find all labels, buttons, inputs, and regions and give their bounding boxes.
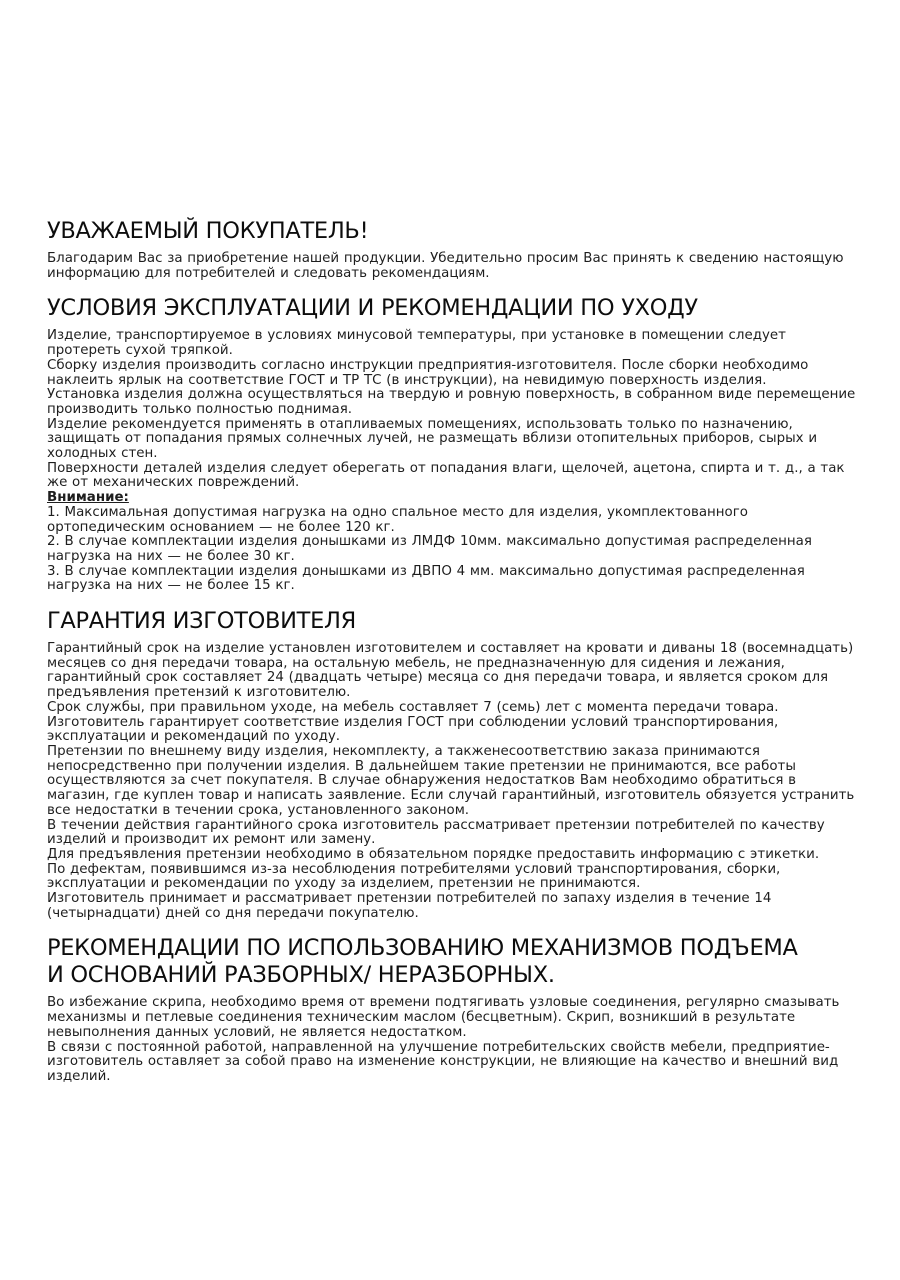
care-paragraph: Установка изделия должна осуществляться на твердую и ровную поверхность, в собранном виде перемещение производить только полностью поднимая.: [47, 387, 856, 417]
warranty-paragraph: По дефектам, появившимся из-за несоблюдения потребителями условий транспортирования, сборки, эксплуатации и рекомендации по уходу за изделием, претензии не принимаются.: [47, 861, 781, 892]
warranty-heading: ГАРАНТИЯ ИЗГОТОВИТЕЛЯ: [47, 608, 356, 635]
greeting-paragraph: Благодарим Вас за приобретение нашей продукции. Убедительно просим Вас принять к сведению настоящую информацию для потребителей и следовать рекомендациям.: [47, 251, 844, 281]
section-care: [47, 295, 856, 594]
section-mechanisms: [47, 935, 856, 1084]
mechanisms-paragraph: В связи с постоянной работой, направленной на улучшение потребительских свойств мебели, предприятие-изготовитель оставляет за собой право на изменение конструкции, не влияющие на качество и внешний вид изделий.: [47, 1039, 839, 1084]
warranty-paragraph: Гарантийный срок на изделие установлен изготовителем и составляет на кровати и диваны 18 (восемнадцать) месяцев со дня передачи товара, на остальную мебель, не предназначенную для сидения и лежания, гарантийный срок составляет 24 (двадцать четыре) месяца со дня передачи товара, и является сроком для предъявления претензий к изготовителю.: [47, 641, 854, 701]
warranty-paragraph: Срок службы, при правильном уходе, на мебель составляет 7 (семь) лет с момента передачи товара.: [47, 699, 779, 715]
mechanisms-paragraph: Во избежание скрипа, необходимо время от времени подтягивать узловые соединения, регулярно смазывать механизмы и петлевые соединения техническим маслом (бесцветным). Скрип, возникший в результате невыполнения данных условий, не является недостатком.: [47, 995, 840, 1040]
care-heading: УСЛОВИЯ ЭКСПЛУАТАЦИИ И РЕКОМЕНДАЦИИ ПО УХОДУ: [47, 295, 698, 322]
warranty-paragraph: Претензии по внешнему виду изделия, некомплекту, а такженесоответствию заказа принимаются непосредственно при получении изделия. В дальнейшем такие претензии не принимаются, все работы осуществляются за счет покупателя. В случае обнаружения недостатков Вам необходимо обратиться в магазин, где куплен товар и написать заявление. Если случай гарантийный, изготовитель обязуется устранить все недостатки в течении срока, установленного законом.: [47, 743, 855, 818]
warranty-paragraph: Для предъявления претензии необходимо в обязательном порядке предоставить информацию с этикетки.: [47, 846, 820, 862]
care-paragraph: Сборку изделия производить согласно инструкции предприятия-изготовителя. После сборки необходимо наклеить ярлык на соответствие ГОСТ и ТР ТС (в инструкции), на невидимую поверхность изделия.: [47, 357, 809, 388]
warranty-paragraph: Изготовитель принимает и рассматривает претензии потребителей по запаху изделия в течение 14 (четырнадцати) дней со дня передачи покупателю.: [47, 891, 772, 921]
warranty-paragraph: В течении действия гарантийного срока изготовитель рассматривает претензии потребителей по качеству изделий и производит их ремонт или замену.: [47, 817, 825, 848]
care-paragraph: Изделие, транспортируемое в условиях минусовой температуры, при установке в помещении следует протереть сухой тряпкой.: [47, 328, 786, 359]
greeting-heading: УВАЖАЕМЫЙ ПОКУПАТЕЛЬ!: [47, 218, 369, 244]
mechanisms-heading: [47, 935, 856, 989]
mechanisms-heading-line-1: РЕКОМЕНДАЦИИ ПО ИСПОЛЬЗОВАНИЮ МЕХАНИЗМОВ ПОДЪЕМА: [47, 935, 798, 962]
attention-label: Внимание:: [47, 490, 129, 506]
care-paragraph: Поверхности деталей изделия следует оберегать от попадания влаги, щелочей, ацетона, спирта и т. д., а так же от механических повреждений.: [47, 460, 845, 491]
attention-item-1: 1. Максимальная допустимая нагрузка на одно спальное место для изделия, укомплектованного ортопедическим основанием — не более 120 кг.: [47, 504, 748, 535]
attention-item-3: 3. В случае комплектации изделия донышками из ДВПО 4 мм. максимально допустимая распределенная нагрузка на них — не более 15 кг.: [47, 563, 805, 594]
mechanisms-heading-line-2: И ОСНОВАНИЙ РАЗБОРНЫХ/ НЕРАЗБОРНЫХ.: [47, 962, 555, 989]
care-paragraph: Изделие рекомендуется применять в отапливаемых помещениях, использовать только по назначению, защищать от попадания прямых солнечных лучей, не размещать вблизи отопительных приборов, сырых и холодных стен.: [47, 416, 818, 462]
warranty-paragraph: Изготовитель гарантирует соответствие изделия ГОСТ при соблюдении условий транспортирования, эксплуатации и рекомендаций по уходу.: [47, 714, 779, 745]
section-greeting: [47, 218, 856, 281]
section-warranty: [47, 608, 856, 921]
attention-item-2: 2. В случае комплектации изделия донышками из ЛМДФ 10мм. максимально допустимая распределенная нагрузка на них — не более 30 кг.: [47, 534, 812, 564]
